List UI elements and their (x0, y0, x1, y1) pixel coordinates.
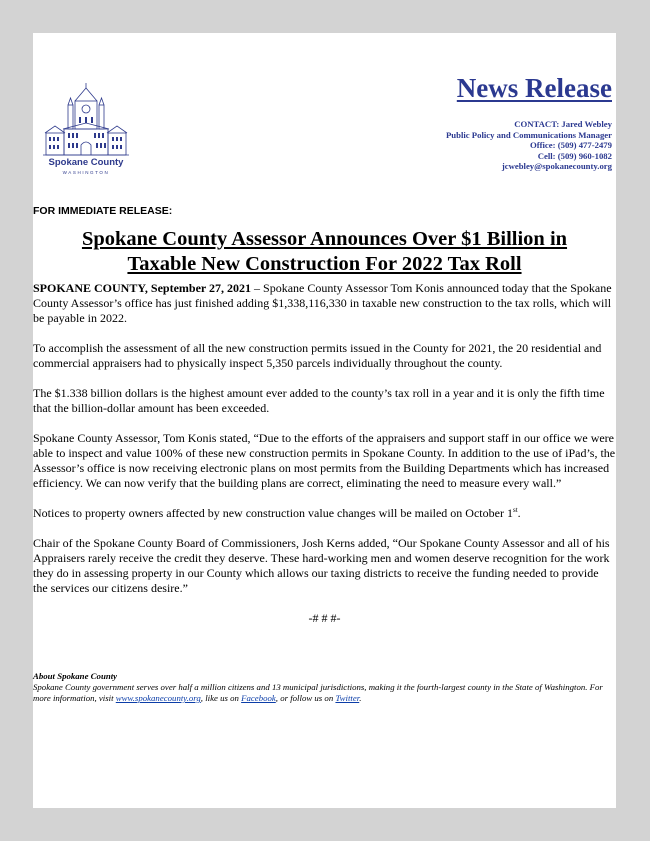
website-link[interactable]: www.spokanecounty.org (115, 693, 201, 703)
facebook-link[interactable]: Facebook (241, 693, 276, 703)
headline-line-2: Taxable New Construction For 2022 Tax Roll (127, 253, 522, 275)
about-title: About Spokane County (33, 671, 118, 681)
article-body (33, 281, 616, 641)
contact-cell-phone: Cell: (509) 960-1082 (537, 150, 612, 161)
about-text-part-1: Spokane County government serves over half a million citizens and 13 municipal jurisdictions, making it the fourth-largest county in the State of Washington. For more information, visit (33, 682, 603, 703)
paragraph-5-end: . (517, 506, 521, 520)
logo-state-name: WASHINGTON (62, 170, 110, 175)
paragraph-3: The $1.338 billion dollars is the highest amount ever added to the county’s tax roll in a year and it is only the fifth time that the billion-dollar amount has been exceeded. (33, 386, 605, 415)
dateline: SPOKANE COUNTY, September 27, 2021 (33, 281, 252, 295)
contact-office-phone: Office: (509) 477-2479 (529, 140, 612, 151)
spokane-county-logo (41, 83, 131, 185)
about-text-part-4: . (359, 693, 362, 703)
contact-role: Public Policy and Communications Manager (445, 129, 612, 140)
paragraph-1 (33, 281, 616, 326)
end-mark: -# # #- (308, 611, 341, 625)
paragraph-1-text: – Spokane County Assessor Tom Konis announced today that the Spokane County Assessor’s office has just finished adding $1,338,116,330 in taxable new construction to the tax rolls, which will be payable in 2022. (33, 281, 612, 325)
ordinal-suffix: st (512, 506, 518, 514)
headline-line-1: Spokane County Assessor Announces Over $1 Billion in (81, 228, 568, 250)
twitter-link[interactable]: Twitter (335, 693, 360, 703)
paragraph-4: Spokane County Assessor, Tom Konis stated, “Due to the efforts of the appraisers and support staff in our office we were able to inspect and value 100% of these new construction permits in Spokane County. In addition to the use of iPad’s, the Assessor’s office is now receiving electronic plans on most permits from the Building Departments which has increased efficiency. We can now verify that the building plans are correct, eliminating the need to measure every wall.” (33, 431, 616, 490)
contact-name: CONTACT: Jared Webley (514, 119, 612, 129)
news-release-title: News Release (456, 73, 612, 103)
courthouse-icon (41, 83, 131, 159)
paragraph-5 (33, 506, 616, 521)
about-text (33, 682, 616, 704)
release-label: FOR IMMEDIATE RELEASE: (33, 205, 173, 217)
about-text-part-2: , like us on (200, 693, 242, 703)
paragraph-6: Chair of the Spokane County Board of Commissioners, Josh Kerns added, “Our Spokane County Assessor and all of his Appraisers rarely receive the credit they deserve. These hard-working men and women deserve recognition for the work they do in assessing property in our County which allows our taxing districts to receive the funding needed to provide the services our citizens desire.” (33, 536, 610, 595)
paragraph-5-text: Notices to property owners affected by new construction value changes will be mailed on October 1 (33, 506, 513, 520)
contact-email: jcwebley@spokanecounty.org (501, 161, 612, 172)
logo-county-name: Spokane County (48, 157, 124, 168)
paragraph-2: To accomplish the assessment of all the new construction permits issued in the County for 2021, the 20 residential and commercial appraisers had to physically inspect 5,350 parcels individually throughout the county. (33, 341, 602, 370)
contact-block (446, 119, 612, 172)
about-section (33, 671, 616, 704)
about-text-part-3: , or follow us on (275, 693, 336, 703)
document-page (33, 33, 616, 808)
headline (33, 227, 616, 277)
